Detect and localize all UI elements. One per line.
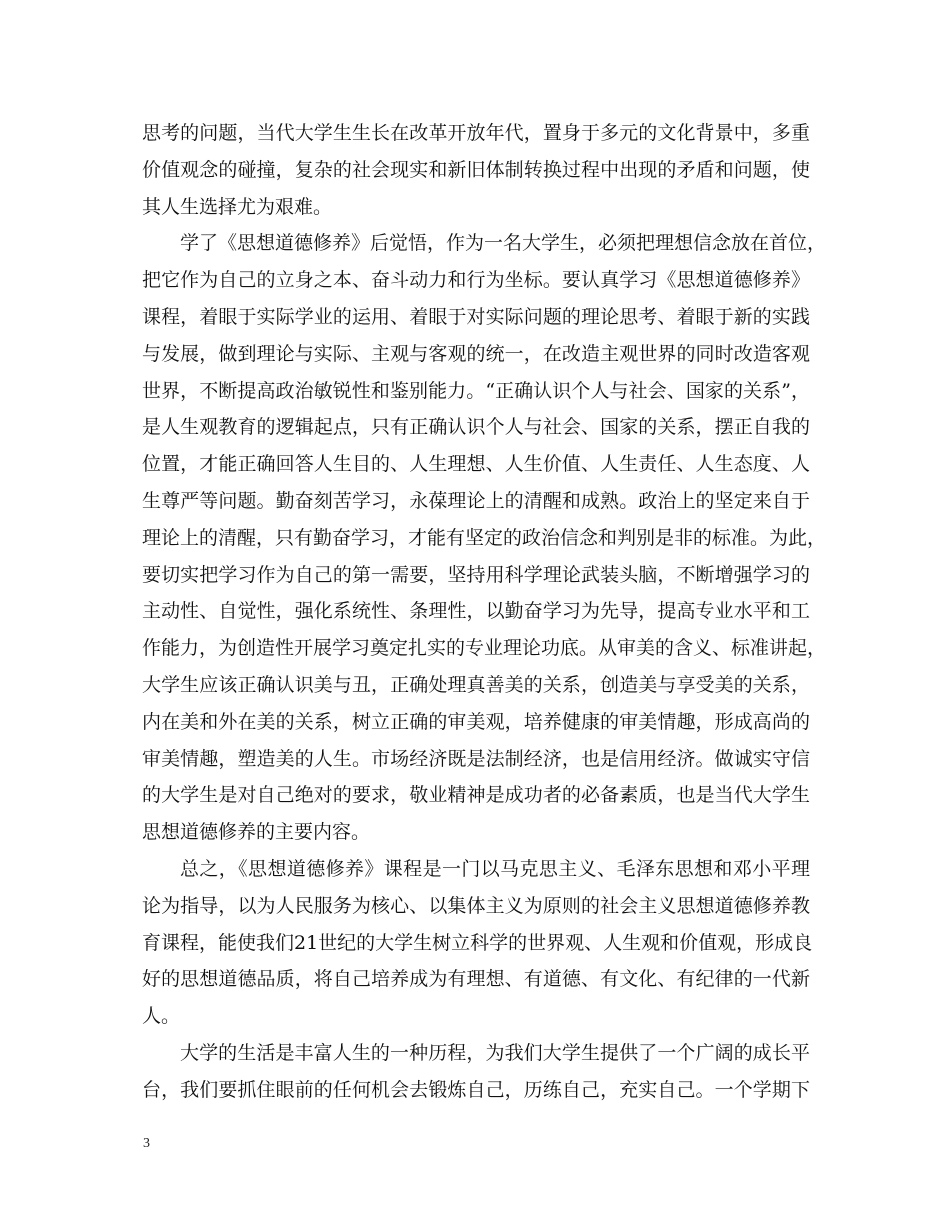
text-line: 位置，才能正确回答人生目的、人生理想、人生价值、人生责任、人生态度、人 (142, 453, 810, 476)
text-line: 价值观念的碰撞，复杂的社会现实和新旧体制转换过程中出现的矛盾和问题，使 (142, 158, 810, 181)
text-line: 思想道德修养的主要内容。 (142, 821, 371, 844)
text-line: 人。 (142, 1005, 181, 1028)
text-line: 大学生应该正确认识美与丑，正确处理真善美的关系，创造美与享受美的关系， (142, 673, 810, 696)
text-line: 理论上的清醒，只有勤奋学习，才能有坚定的政治信念和判别是非的标准。为此， (142, 526, 827, 549)
text-line: 主动性、自觉性，强化系统性、条理性，以勤奋学习为先导，提高专业水平和工 (142, 600, 810, 623)
text-line: 育课程，能使我们21世纪的大学生树立科学的世界观、人生观和价值观，形成良 (142, 931, 813, 954)
text-line: 论为指导，以为人民服务为核心、以集体主义为原则的社会主义思想道德修养教 (142, 894, 810, 917)
text-line: 台，我们要抓住眼前的任何机会去锻炼自己，历练自己，充实自己。一个学期下 (142, 1078, 810, 1101)
text-line: 世界，不断提高政治敏锐性和鉴别能力。“正确认识个人与社会、国家的关系”， (142, 379, 810, 402)
text-line: 把它作为自己的立身之本、奋斗动力和行为坐标。要认真学习《思想道德修养》 (142, 269, 810, 292)
text-line: 内在美和外在美的关系，树立正确的审美观，培养健康的审美情趣，形成高尚的 (142, 710, 810, 733)
text-line: 作能力，为创造性开展学习奠定扎实的专业理论功底。从审美的含义、标准讲起， (142, 637, 827, 660)
text-line: 生尊严等问题。勤奋刻苦学习，永葆理论上的清醒和成熟。政治上的坚定来自于 (142, 489, 810, 512)
body-text (142, 115, 827, 1109)
text-line: 学了《思想道德修养》后觉悟，作为一名大学生，必须把理想信念放在首位， (180, 232, 827, 255)
text-line: 大学的生活是丰富人生的一种历程，为我们大学生提供了一个广阔的成长平 (180, 1041, 810, 1064)
text-line: 总之，《思想道德修养》课程是一门以马克思主义、毛泽东思想和邓小平理 (180, 857, 810, 880)
text-line: 思考的问题，当代大学生生长在改革开放年代，置身于多元的文化背景中，多重 (142, 122, 810, 144)
text-line: 的大学生是对自己绝对的要求，敬业精神是成功者的必备素质，也是当代大学生 (142, 784, 810, 807)
text-line: 是人生观教育的逻辑起点，只有正确认识个人与社会、国家的关系，摆正自我的 (142, 416, 810, 439)
text-line: 与发展，做到理论与实际、主观与客观的统一，在改造主观世界的同时改造客观 (142, 342, 810, 365)
text-line: 其人生选择尤为艰难。 (142, 195, 333, 218)
page-number: 3 (143, 1136, 150, 1151)
text-line: 课程，着眼于实际学业的运用、着眼于对实际问题的理论思考、着眼于新的实践 (142, 305, 810, 328)
text-line: 要切实把学习作为自己的第一需要，坚持用科学理论武装头脑，不断增强学习的 (142, 563, 810, 586)
text-line: 审美情趣，塑造美的人生。市场经济既是法制经济，也是信用经济。做诚实守信 (142, 747, 810, 770)
text-line: 好的思想道德品质，将自己培养成为有理想、有道德、有文化、有纪律的一代新 (142, 968, 810, 991)
